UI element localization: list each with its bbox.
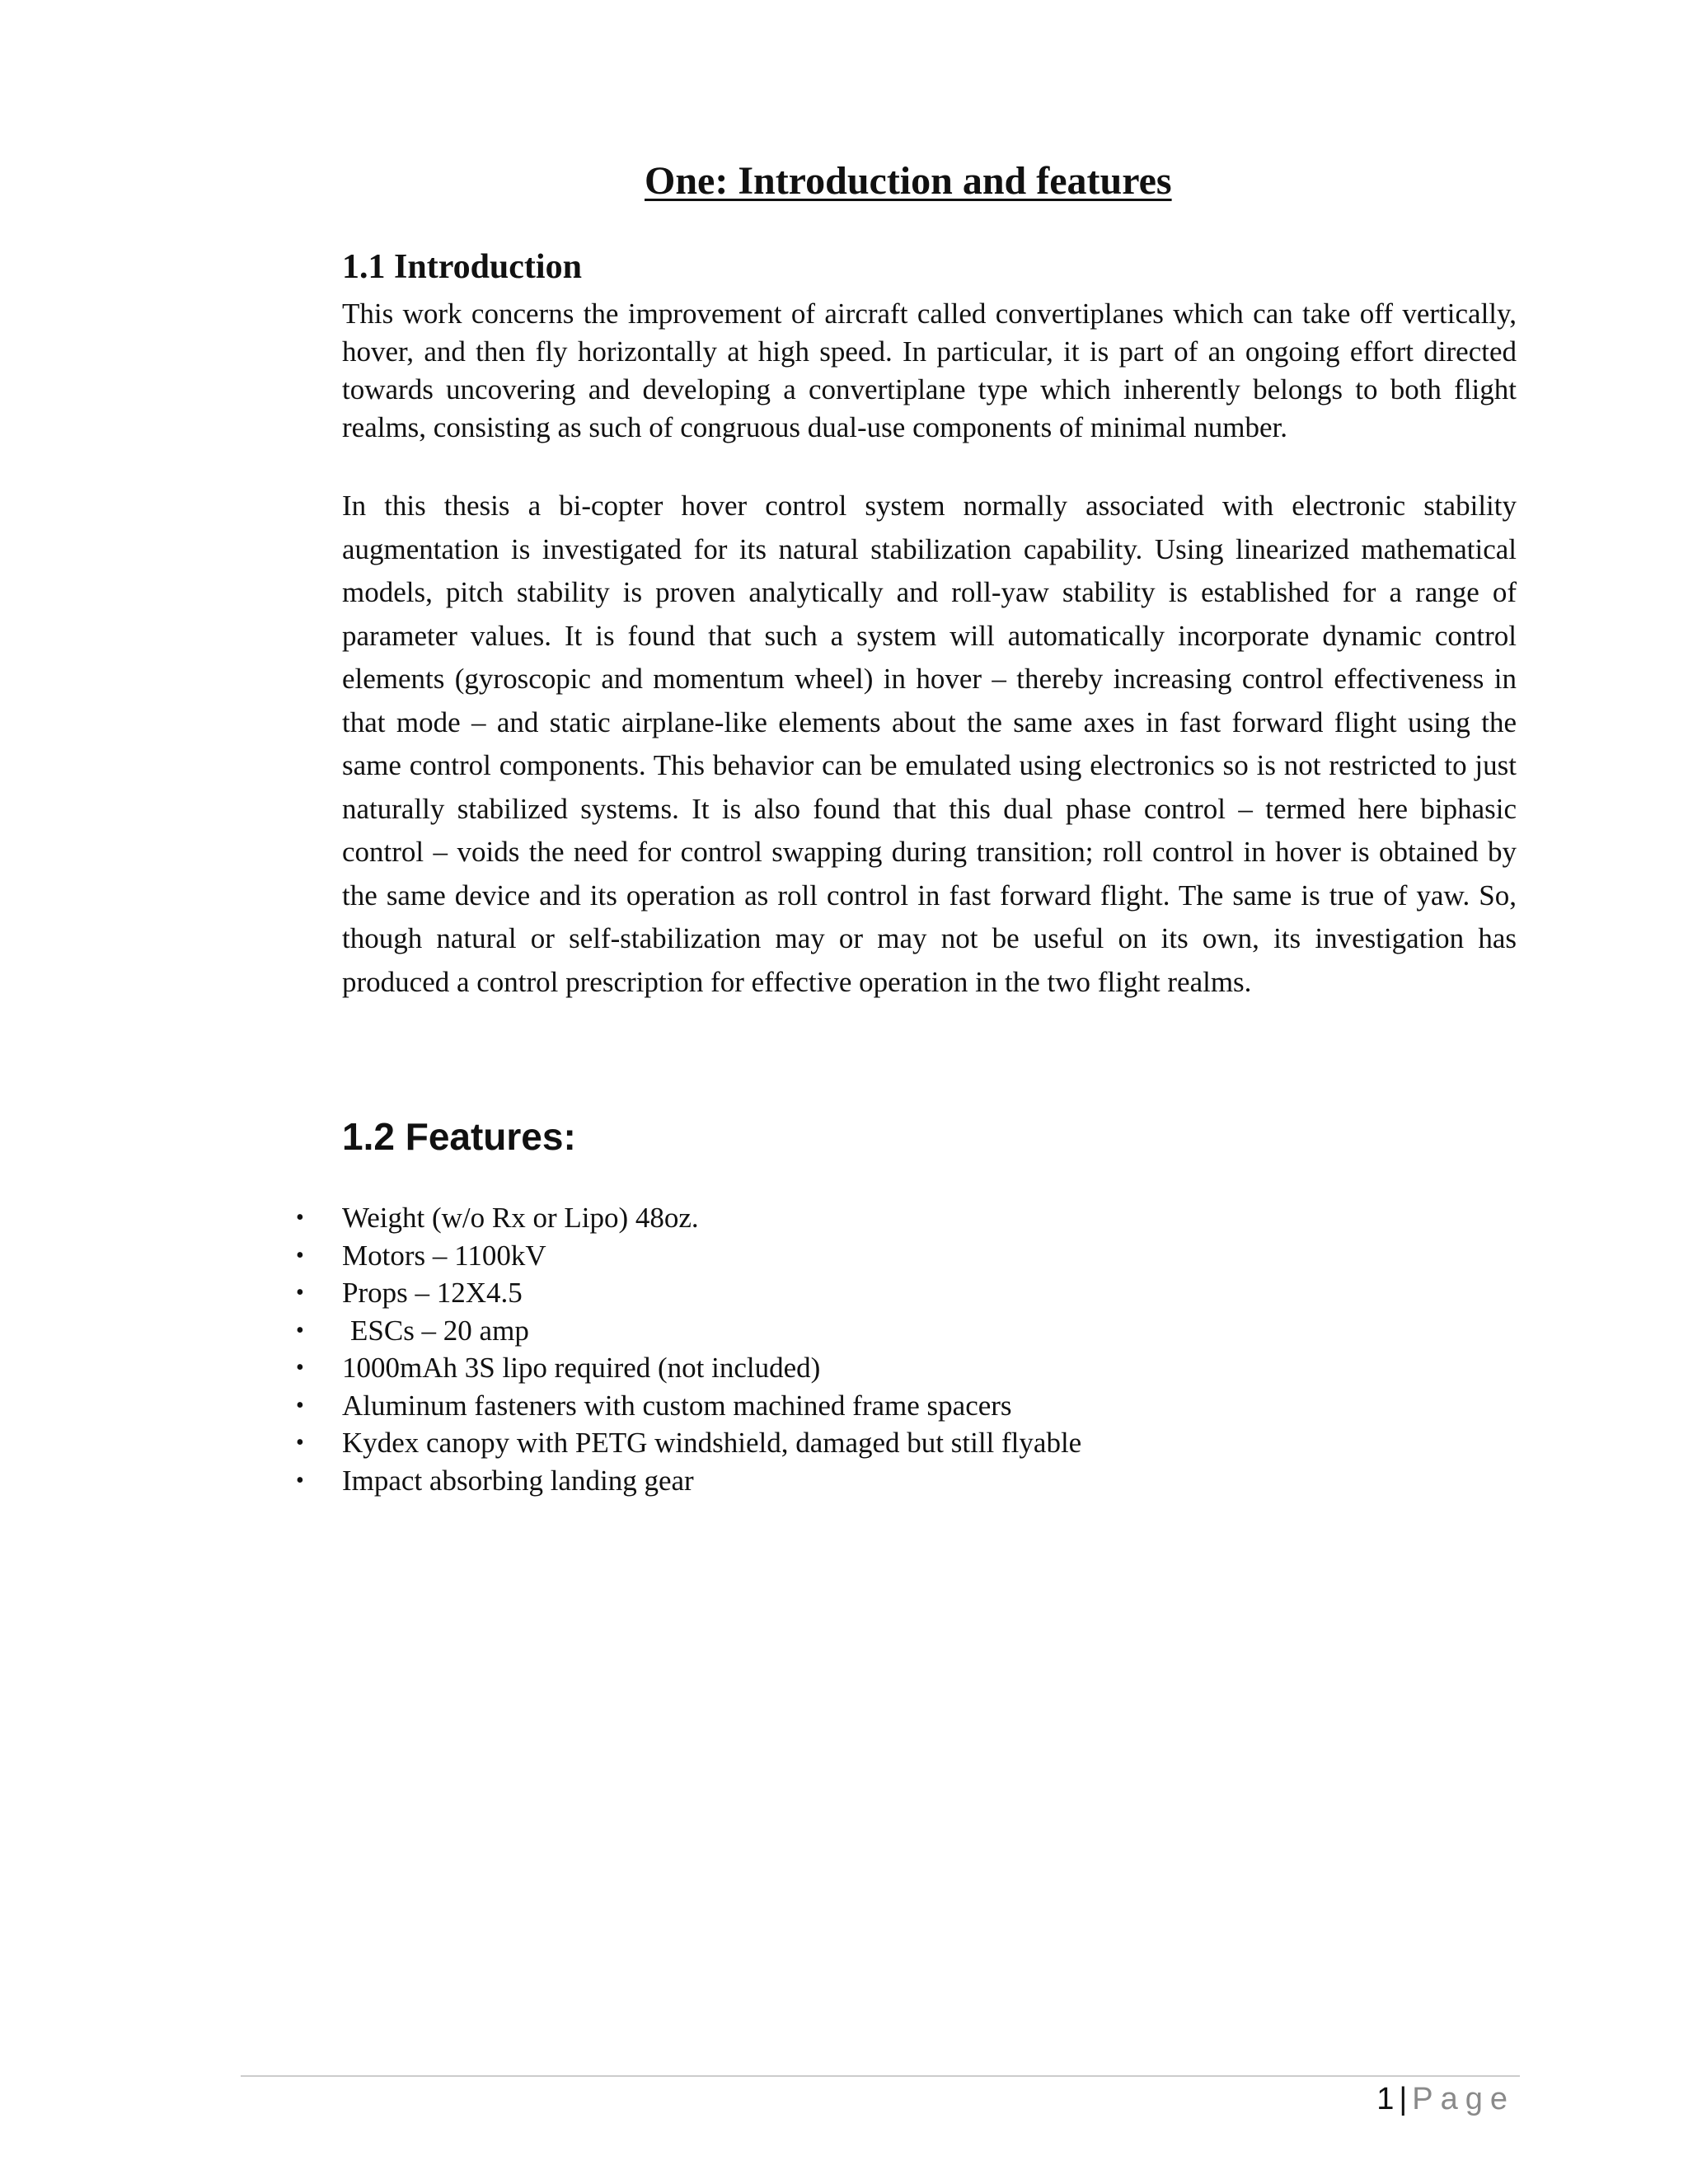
footer-divider: [241, 2075, 1520, 2077]
feature-text: Aluminum fasteners with custom machined frame spacers: [342, 1389, 1012, 1422]
feature-text: ESCs – 20 amp: [350, 1314, 529, 1347]
bullet-icon: •: [296, 1467, 304, 1493]
feature-text: Motors – 1100kV: [342, 1239, 546, 1272]
introduction-paragraph-1: This work concerns the improvement of aircraft called convertiplanes which can take off vertically, hover, and then fly horizontally at high speed. In particular, it is part of an ongoing effort directed towards uncovering and developing a convertiplane type which inherently belongs to both flight realms, consisting as such of congruous dual-use components of minimal number.: [342, 298, 1517, 443]
bullet-icon: •: [296, 1280, 304, 1305]
section-heading-introduction: 1.1 Introduction: [342, 248, 582, 286]
feature-text: Kydex canopy with PETG windshield, damaged but still flyable: [342, 1427, 1082, 1459]
page-title: One: Introduction and features: [645, 159, 1172, 203]
page-footer: [1376, 2082, 1515, 2117]
feature-text: Impact absorbing landing gear: [342, 1464, 694, 1497]
feature-text: 1000mAh 3S lipo required (not included): [342, 1352, 821, 1384]
bullet-icon: •: [296, 1355, 304, 1380]
bullet-icon: •: [296, 1430, 304, 1455]
page-label: Page: [1412, 2082, 1515, 2116]
introduction-paragraph-2: In this thesis a bi-copter hover control system normally associated with electronic stability augmentation is investigated for its natural stabilization capability. Using linearized mathematical models, pitch stability is proven analytically and roll-yaw stability is established for a range of parameter values. It is found that such a system will automatically incorporate dynamic control elements (gyroscopic and momentum wheel) in hover – thereby increasing control effectiveness in that mode – and static airplane-like elements about the same axes in fast forward flight using the same control components. This behavior can be emulated using electronics so is not restricted to just naturally stabilized systems. It is also found that this dual phase control – termed here biphasic control – voids the need for control swapping during transition; roll control in hover is obtained by the same device and its operation as roll control in fast forward flight. The same is true of yaw. So, though natural or self-stabilization may or may not be useful on its own, its investigation has produced a control prescription for effective operation in the two flight realms.: [342, 490, 1517, 998]
bullet-icon: •: [296, 1205, 304, 1230]
feature-text: Props – 12X4.5: [342, 1277, 523, 1309]
feature-text: Weight (w/o Rx or Lipo) 48oz.: [342, 1202, 699, 1234]
footer-separator: |: [1399, 2082, 1408, 2116]
bullet-icon: •: [296, 1242, 304, 1268]
section-heading-features: 1.2 Features:: [342, 1115, 576, 1158]
bullet-icon: •: [296, 1317, 304, 1343]
bullet-icon: •: [296, 1392, 304, 1418]
page-number: 1: [1376, 2082, 1395, 2116]
